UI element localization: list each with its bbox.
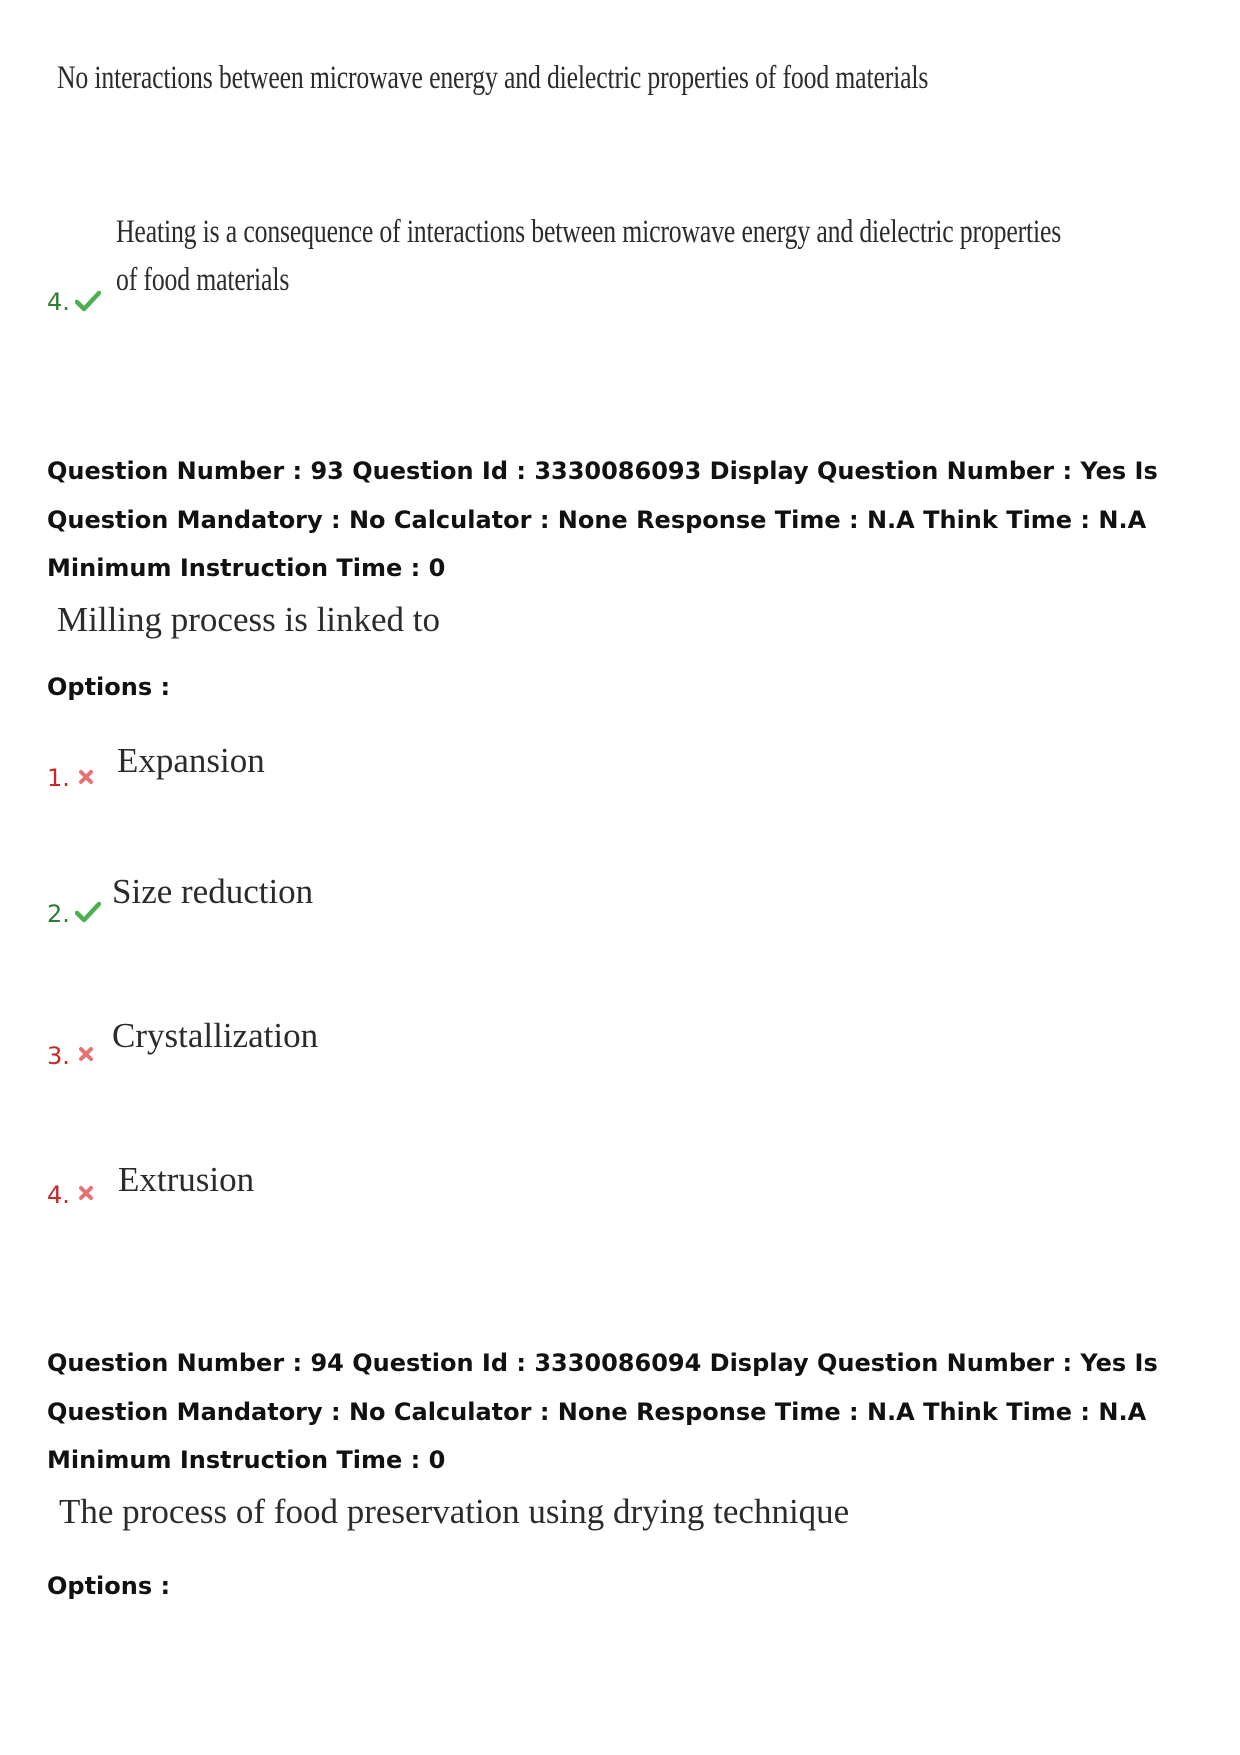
cross-icon: [78, 1185, 94, 1201]
check-icon: [75, 290, 101, 312]
check-icon: [75, 901, 101, 923]
question-94-text: The process of food preservation using drying technique: [59, 1492, 850, 1531]
q93-option-2-number: 2.: [47, 900, 70, 928]
option-4-text-line1: Heating is a consequence of interactions between microwave energy and dielectric properties: [116, 214, 1062, 250]
option-3-text: No interactions between microwave energy and dielectric properties of food materials: [57, 60, 929, 96]
q93-option-4-text: Extrusion: [118, 1160, 255, 1199]
question-93-options-label: Options :: [47, 673, 171, 701]
q93-option-1-text: Expansion: [117, 741, 265, 780]
cross-icon: [78, 769, 94, 785]
q93-option-3-number: 3.: [47, 1042, 70, 1070]
question-94-options-label: Options :: [47, 1572, 171, 1600]
cross-icon: [78, 1046, 94, 1062]
q93-option-1-number: 1.: [47, 764, 70, 792]
option-4-number: 4.: [47, 288, 70, 316]
question-93-text: Milling process is linked to: [57, 600, 441, 639]
question-93-meta: Question Number : 93 Question Id : 3330086093 Display Question Number : Yes Is Question Mandatory : No Calculator : None Response Time : N.A Think Time : N.A Minimum Instruction Time : 0: [47, 457, 1158, 582]
q93-option-4-number: 4.: [47, 1181, 70, 1209]
q93-option-2-text: Size reduction: [112, 872, 314, 911]
option-4-text-line2: of food materials: [116, 262, 290, 298]
question-94-meta: Question Number : 94 Question Id : 3330086094 Display Question Number : Yes Is Question Mandatory : No Calculator : None Response Time : N.A Think Time : N.A Minimum Instruction Time : 0: [47, 1349, 1158, 1474]
q93-option-3-text: Crystallization: [112, 1016, 319, 1055]
